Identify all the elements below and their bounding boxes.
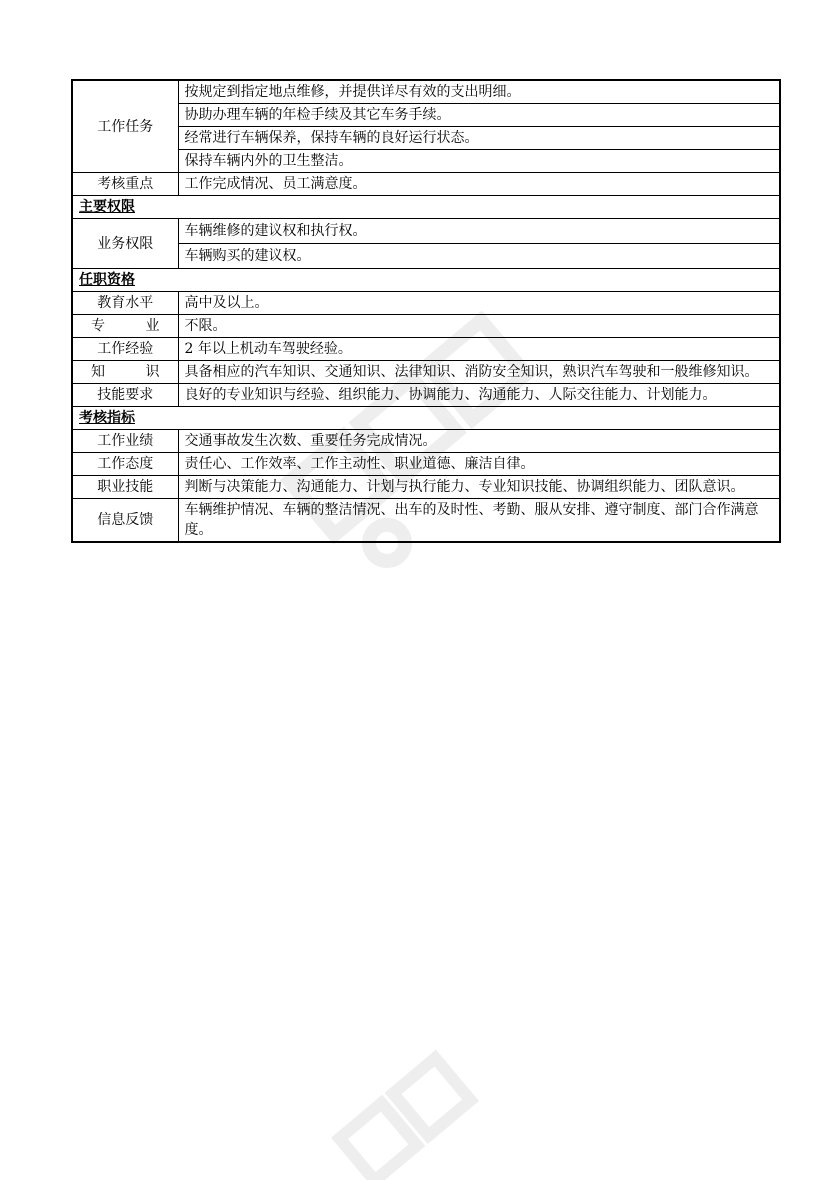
major-value: 不限。 [178,315,780,338]
table-row [72,80,780,104]
knowledge-label-char: 识 [145,364,160,380]
education-value: 高中及以上。 [178,292,780,315]
table-row [72,430,780,453]
knowledge-value: 具备相应的汽车知识、交通知识、法律知识、消防安全知识，熟识汽车驾驶和一般维修知识。 [178,361,780,384]
knowledge-label [72,361,178,384]
table-row [72,499,780,543]
table-row [72,244,780,269]
experience-value: 2 年以上机动车驾驶经验。 [178,338,780,361]
work-task-item: 保持车辆内外的卫生整洁。 [178,150,780,173]
table-row [72,338,780,361]
business-authority-label: 业务权限 [72,219,178,269]
performance-label: 工作业绩 [72,430,178,453]
attitude-label: 工作态度 [72,453,178,476]
performance-value: 交通事故发生次数、重要任务完成情况。 [178,430,780,453]
section-row [72,407,780,430]
table-row [72,476,780,499]
table-row [72,315,780,338]
watermark-graphic-lower [300,1040,540,1180]
attitude-value: 责任心、工作效率、工作主动性、职业道德、廉洁自律。 [178,453,780,476]
feedback-label: 信息反馈 [72,499,178,543]
job-description-table [71,79,781,543]
table-row [72,219,780,244]
assessment-focus-value: 工作完成情况、员工满意度。 [178,173,780,196]
skill-requirements-label: 技能要求 [72,384,178,407]
major-label-char: 专 [91,318,105,334]
table-row [72,173,780,196]
education-label: 教育水平 [72,292,178,315]
major-label [72,315,178,338]
table-row [72,292,780,315]
professional-skills-label: 职业技能 [72,476,178,499]
table-row [72,384,780,407]
section-row [72,196,780,219]
main-authority-heading: 主要权限 [72,196,780,219]
work-task-item: 经常进行车辆保养，保持车辆的良好运行状态。 [178,127,780,150]
indicators-heading: 考核指标 [72,407,780,430]
work-task-item: 按规定到指定地点维修，并提供详尽有效的支出明细。 [178,80,780,104]
business-authority-item: 车辆维修的建议权和执行权。 [178,219,780,244]
work-task-item: 协助办理车辆的年检手续及其它车务手续。 [178,104,780,127]
section-row [72,269,780,292]
experience-label: 工作经验 [72,338,178,361]
table-row [72,127,780,150]
assessment-focus-label: 考核重点 [72,173,178,196]
work-tasks-label: 工作任务 [72,80,178,173]
professional-skills-value: 判断与决策能力、沟通能力、计划与执行能力、专业知识技能、协调组织能力、团队意识。 [178,476,780,499]
table-row [72,150,780,173]
table-row [72,104,780,127]
major-label-char: 业 [145,318,160,334]
knowledge-label-char: 知 [91,364,105,380]
table-row [72,361,780,384]
table-row [72,453,780,476]
qualifications-heading: 任职资格 [72,269,780,292]
business-authority-item: 车辆购买的建议权。 [178,244,780,269]
skill-requirements-value: 良好的专业知识与经验、组织能力、协调能力、沟通能力、人际交往能力、计划能力。 [178,384,780,407]
feedback-value: 车辆维护情况、车辆的整洁情况、出车的及时性、考勤、服从安排、遵守制度、部门合作满意度。 [178,499,780,543]
